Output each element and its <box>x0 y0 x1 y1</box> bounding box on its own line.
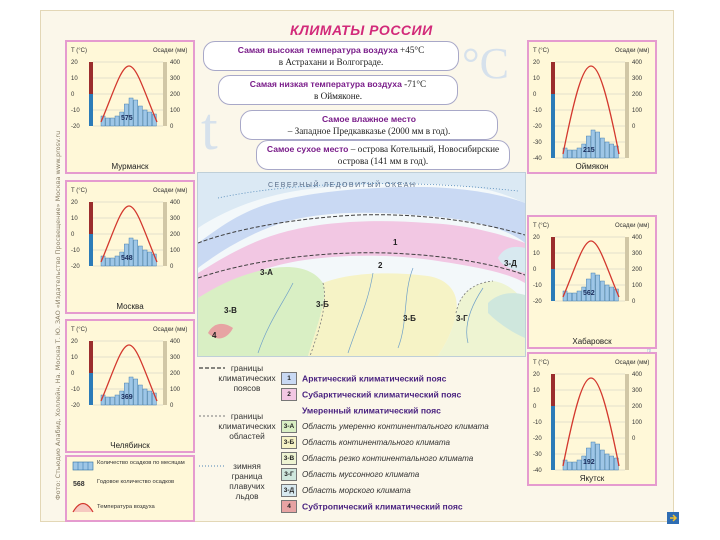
fact-detail: в Астрахани и Волгограде. <box>278 57 384 67</box>
annual-precip-total: 369 <box>121 394 133 401</box>
temp-tick-label: -10 <box>71 387 80 393</box>
climate-chart-chelyabinsk <box>65 319 195 453</box>
zone-label: Субарктический климатический пояс <box>302 389 462 400</box>
fact-driest <box>256 140 510 170</box>
precip-tick-label: 300 <box>632 388 643 394</box>
precip-bar <box>134 379 138 405</box>
poster-title: КЛИМАТЫ РОССИИ <box>290 22 433 38</box>
temp-tick-label: 10 <box>71 355 78 361</box>
precip-bar <box>572 293 576 301</box>
precip-tick-label: 0 <box>632 299 636 305</box>
map-zone-label: 1 <box>393 238 398 247</box>
precip-tick-label: 0 <box>170 124 174 130</box>
temp-tick-label: 20 <box>71 339 78 345</box>
precip-bar <box>143 250 147 266</box>
legend-ice-boundary: зимняя граница плавучих льдов <box>229 461 265 501</box>
precip-tick-label: 400 <box>170 339 181 345</box>
zone-item-4 <box>281 500 524 516</box>
city-name: Челябинск <box>110 441 150 450</box>
zone-item-2 <box>281 388 524 404</box>
precip-bar <box>110 258 114 266</box>
precip-tick-label: 0 <box>170 403 174 409</box>
fact-detail: – Западное Предкавказье (2000 мм в год). <box>287 126 451 136</box>
temp-tick-label: -20 <box>71 124 80 130</box>
fact-head: Самое влажное место <box>321 114 416 124</box>
climatogram-legend <box>65 455 195 522</box>
fact-max-temp <box>203 41 459 71</box>
legend-annual-precip: Годовое количество осадков <box>97 479 175 485</box>
precip-scale-bar <box>625 374 629 470</box>
precip-axis-label: Осадки (мм) <box>615 360 650 366</box>
climatogram <box>529 217 655 347</box>
zone-label: Умеренный климатический пояс <box>302 405 441 416</box>
cold-scale-bar <box>89 234 93 266</box>
zone-item-3d <box>281 484 524 500</box>
fact-value: -71°С <box>404 79 427 89</box>
temp-tick-label: -30 <box>533 452 542 458</box>
precip-bar <box>572 462 576 470</box>
precip-bar <box>610 287 614 301</box>
climate-chart-moscow <box>65 180 195 314</box>
map-zone-label: 3-А <box>260 268 273 277</box>
legend-air-temp: Температура воздуха <box>97 504 155 510</box>
precip-bar <box>143 110 147 126</box>
precip-tick-label: 100 <box>170 248 181 254</box>
temp-tick-label: 0 <box>533 267 537 273</box>
temp-tick-label: 20 <box>71 60 78 66</box>
precip-scale-bar <box>625 237 629 301</box>
precip-bar <box>568 293 572 301</box>
legend-monthly-precip: Количество осадков по месяцам <box>97 460 185 466</box>
temp-tick-label: 10 <box>533 251 540 257</box>
zone-code: 3-Д <box>281 484 297 497</box>
annual-precip-total: 548 <box>121 255 133 262</box>
zone-label: Субтропический климатический пояс <box>302 501 463 512</box>
precip-tick-label: 200 <box>632 267 643 273</box>
temp-axis-label: T (°C) <box>71 327 87 333</box>
precip-bar <box>138 246 142 266</box>
zone-code: 2 <box>281 388 297 401</box>
map-zone-label: 3-Г <box>456 314 468 323</box>
zone-label: Арктический климатический пояс <box>302 373 447 384</box>
legend-sample-value: 568 <box>73 481 85 488</box>
precip-tick-label: 200 <box>170 232 181 238</box>
climatogram <box>67 42 193 172</box>
precip-tick-label: 100 <box>170 108 181 114</box>
temp-tick-label: -20 <box>533 124 542 130</box>
precip-bar <box>148 391 152 405</box>
precip-axis-label: Осадки (мм) <box>615 48 650 54</box>
map-zone-label: 3-Б <box>316 300 329 309</box>
precip-bar <box>600 450 604 470</box>
temp-axis-label: T (°C) <box>71 188 87 194</box>
temp-tick-label: -10 <box>533 283 542 289</box>
cold-scale-bar <box>551 406 555 470</box>
zone-code: 3-А <box>281 420 297 433</box>
fact-head: Самая низкая температура воздуха <box>249 79 402 89</box>
zone-label: Область умеренно континентального климата <box>302 422 489 431</box>
precip-bar <box>605 285 609 301</box>
precip-bar <box>577 460 581 470</box>
temp-tick-label: -20 <box>71 264 80 270</box>
precip-bar <box>143 389 147 405</box>
precip-bar <box>577 291 581 301</box>
legend-region-boundaries: границы климатических областей <box>218 411 276 441</box>
zone-list <box>281 372 524 516</box>
annual-precip-total: 192 <box>583 459 595 466</box>
temp-axis-label: T (°C) <box>533 223 549 229</box>
precip-axis-label: Осадки (мм) <box>153 327 188 333</box>
climate-chart-yakutsk <box>527 352 657 486</box>
cold-scale-bar <box>89 373 93 405</box>
fact-head: Самая высокая температура воздуха <box>237 45 398 55</box>
map-zone-label: 3-Д <box>504 259 517 268</box>
zone-item-3b <box>281 436 524 452</box>
precip-bar <box>106 397 110 405</box>
temp-tick-label: 20 <box>71 200 78 206</box>
precip-bar <box>138 385 142 405</box>
precip-tick-label: 400 <box>170 200 181 206</box>
map-sea-label <box>268 180 416 189</box>
fact-min-temp <box>218 75 458 105</box>
temp-tick-label: 20 <box>533 235 540 241</box>
zone-item-3a <box>281 420 524 436</box>
climate-chart-khabarovsk <box>527 215 657 349</box>
temp-tick-label: 20 <box>533 60 540 66</box>
precip-tick-label: 400 <box>632 60 643 66</box>
map-drawing <box>198 173 525 356</box>
temp-tick-label: 10 <box>533 388 540 394</box>
precip-bar <box>134 240 138 266</box>
temp-axis-label: T (°C) <box>533 360 549 366</box>
precip-tick-label: 100 <box>632 283 643 289</box>
zone-item-1 <box>281 372 524 388</box>
city-name: Хабаровск <box>572 337 612 346</box>
temp-tick-label: -20 <box>533 299 542 305</box>
temp-tick-label: 0 <box>71 371 75 377</box>
zone-code: 4 <box>281 500 297 513</box>
decor-letter-t: t <box>201 96 218 162</box>
precip-tick-label: 100 <box>632 108 643 114</box>
precip-tick-label: 300 <box>170 216 181 222</box>
precip-tick-label: 100 <box>632 420 643 426</box>
precip-bar <box>596 275 600 301</box>
precip-axis-label: Осадки (мм) <box>615 223 650 229</box>
city-name: Якутск <box>579 474 605 483</box>
precip-bar <box>572 150 576 158</box>
temp-axis-label: T (°C) <box>533 48 549 54</box>
precip-tick-label: 200 <box>170 371 181 377</box>
precip-bar <box>596 132 600 158</box>
fact-value: +45°С <box>400 45 425 55</box>
precip-scale-bar <box>163 341 167 405</box>
precip-bar <box>148 252 152 266</box>
precip-tick-label: 400 <box>632 235 643 241</box>
climatogram <box>67 182 193 312</box>
cold-scale-bar <box>89 94 93 126</box>
zone-code: 1 <box>281 372 297 385</box>
zone-code: 3-Г <box>281 468 297 481</box>
zone-item-3g <box>281 468 524 484</box>
precip-tick-label: 300 <box>170 76 181 82</box>
climate-chart-oymyakon <box>527 40 657 174</box>
precip-tick-label: 400 <box>170 60 181 66</box>
precip-bar <box>605 142 609 158</box>
corner-arrow-icon <box>667 512 679 524</box>
zone-label: Область резко континентального климата <box>302 454 474 463</box>
temp-tick-label: 10 <box>71 76 78 82</box>
precip-bar <box>605 454 609 470</box>
precip-bar <box>600 281 604 301</box>
city-name: Москва <box>116 302 144 311</box>
cold-scale-bar <box>551 94 555 158</box>
temp-tick-label: -20 <box>533 436 542 442</box>
temp-tick-label: -10 <box>71 248 80 254</box>
precip-bar <box>610 456 614 470</box>
zone-item-3 <box>281 404 524 420</box>
boundary-legend <box>197 358 277 518</box>
precip-bar <box>115 256 119 266</box>
annual-precip-total: 215 <box>583 147 595 154</box>
publisher-side-text: Фото: Стьюдио Алабид, Холлейн, На. Москва Т. Ю. ЗАО «Издательство Просвещение» Москва www.prosv.ru <box>54 130 62 500</box>
precip-tick-label: 100 <box>170 387 181 393</box>
precip-tick-label: 300 <box>632 251 643 257</box>
temp-axis-label: T (°C) <box>71 48 87 54</box>
city-name: Мурманск <box>111 162 149 171</box>
temp-tick-label: 0 <box>533 404 537 410</box>
precip-tick-label: 400 <box>632 372 643 378</box>
annual-precip-total: 562 <box>583 290 595 297</box>
precip-bar <box>138 106 142 126</box>
zone-label: Область муссонного климата <box>302 470 420 479</box>
precip-bar <box>596 444 600 470</box>
climatogram <box>529 42 655 207</box>
temp-tick-label: -10 <box>533 108 542 114</box>
precip-scale-bar <box>163 62 167 126</box>
fact-head: Самое сухое место <box>266 144 349 154</box>
city-name: Оймякон <box>575 162 609 171</box>
fact-detail: в Оймяконе. <box>313 91 363 101</box>
precip-tick-label: 0 <box>632 124 636 130</box>
zone-code: 3-В <box>281 452 297 465</box>
precip-scale-bar <box>625 62 629 158</box>
temp-tick-label: -10 <box>533 420 542 426</box>
precip-bar <box>568 150 572 158</box>
legend-zone-boundaries: границы климатических поясов <box>218 363 276 393</box>
climatogram <box>529 354 655 519</box>
map-zone-label: 2 <box>378 261 383 270</box>
precip-bar <box>115 116 119 126</box>
temp-tick-label: -20 <box>71 403 80 409</box>
temp-tick-label: 0 <box>71 232 75 238</box>
precip-tick-label: 300 <box>632 76 643 82</box>
climate-chart-murmansk <box>65 40 195 174</box>
zone-item-3v <box>281 452 524 468</box>
svg-text:СЕВЕРНЫЙ ЛЕДОВИТЫЙ ОКЕАН: СЕВЕРНЫЙ ЛЕДОВИТЫЙ ОКЕАН <box>268 182 417 189</box>
temp-tick-label: -40 <box>533 468 542 474</box>
precip-bar <box>110 397 114 405</box>
fact-wettest <box>240 110 498 140</box>
precip-bar <box>568 462 572 470</box>
precip-tick-label: 200 <box>170 92 181 98</box>
precip-tick-label: 0 <box>632 436 636 442</box>
precip-axis-label: Осадки (мм) <box>153 188 188 194</box>
precip-tick-label: 300 <box>170 355 181 361</box>
cold-scale-bar <box>551 269 555 301</box>
temp-tick-label: -10 <box>71 108 80 114</box>
decor-degree-c: °C <box>462 39 509 88</box>
precip-scale-bar <box>163 202 167 266</box>
temp-tick-label: 10 <box>71 216 78 222</box>
zone-code: 3-Б <box>281 436 297 449</box>
climate-map-russia <box>197 172 526 357</box>
temp-tick-label: 0 <box>71 92 75 98</box>
precip-bar <box>106 258 110 266</box>
annual-precip-total: 575 <box>121 115 133 122</box>
climatogram <box>67 321 193 451</box>
temp-tick-label: 20 <box>533 372 540 378</box>
zone-label: Область морского климата <box>302 486 411 495</box>
temp-tick-label: -40 <box>533 156 542 162</box>
precip-tick-label: 0 <box>170 264 174 270</box>
precip-bar <box>115 395 119 405</box>
precip-axis-label: Осадки (мм) <box>153 48 188 54</box>
map-zone-label: 3-В <box>224 306 237 315</box>
temp-tick-label: 10 <box>533 76 540 82</box>
map-zone-label: 4 <box>212 331 217 340</box>
fact-detail: – острова Котельный, Новосибирские острова (141 мм в год). <box>337 144 500 166</box>
precip-bar <box>577 148 581 158</box>
zone-label: Область континентального климата <box>302 438 451 447</box>
temp-tick-label: -30 <box>533 140 542 146</box>
precip-tick-label: 200 <box>632 404 643 410</box>
precip-bar <box>106 118 110 126</box>
precip-bar <box>610 144 614 158</box>
climate-zone-legend <box>197 358 524 518</box>
precip-bar <box>148 112 152 126</box>
temp-tick-label: 0 <box>533 92 537 98</box>
map-zone-label: 3-Б <box>403 314 416 323</box>
precip-tick-label: 200 <box>632 92 643 98</box>
precip-bar <box>134 100 138 126</box>
precip-bar <box>110 118 114 126</box>
precip-bar <box>600 138 604 158</box>
